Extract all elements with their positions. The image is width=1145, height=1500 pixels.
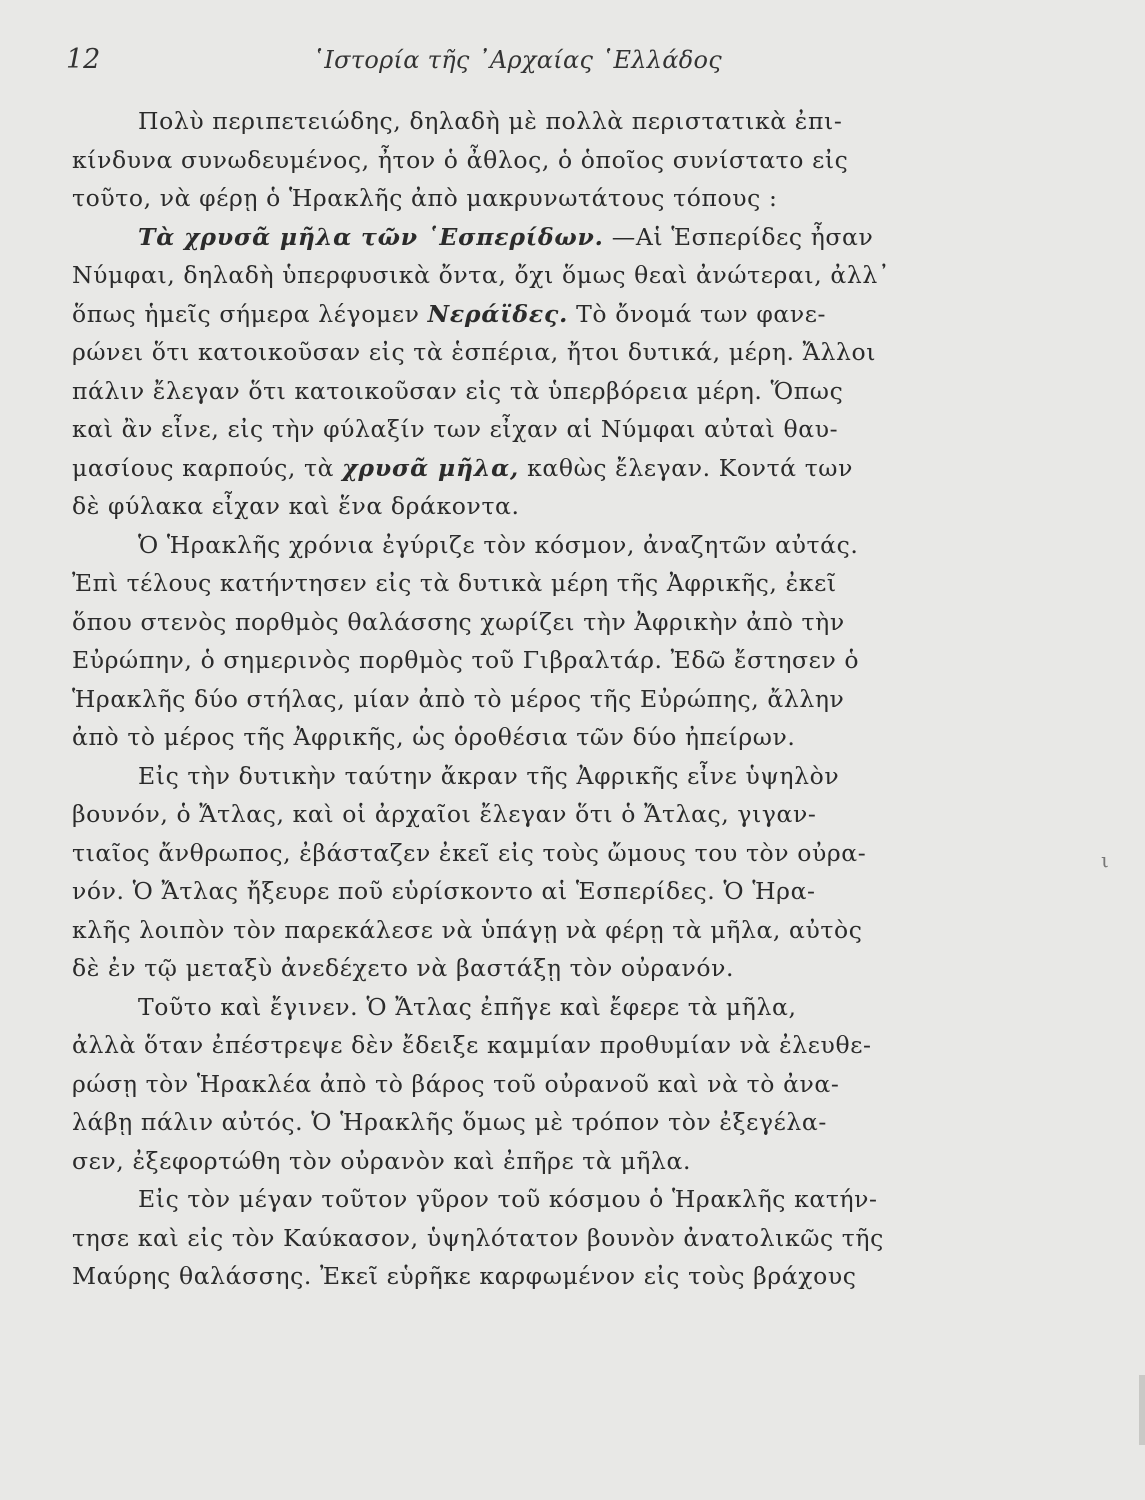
- emphasized-text: Τὰ χρυσᾶ μῆλα τῶν ῾Εσπερίδων.: [138, 222, 604, 251]
- line-text: ρώνει ὅτι κατοικοῦσαν εἰς τὰ ἑσπέρια, ἤτοι δυτικά, μέρη. Ἄλλοι: [72, 338, 877, 366]
- line-text: δὲ φύλακα εἶχαν καὶ ἕνα δράκοντα.: [72, 492, 520, 520]
- text-line: [72, 988, 972, 1027]
- text-line: [72, 102, 972, 141]
- stray-mark: ι: [1101, 848, 1109, 872]
- text-line: [72, 564, 972, 603]
- text-line: [72, 641, 972, 680]
- text-line: [72, 141, 972, 180]
- line-text: Πολὺ περιπετειώδης, δηλαδὴ μὲ πολλὰ περιστατικὰ ἐπι-: [138, 107, 843, 135]
- line-text: Εὐρώπην, ὁ σημερινὸς πορθμὸς τοῦ Γιβραλτάρ. Ἐδῶ ἔστησεν ὁ: [72, 646, 860, 674]
- line-text: καὶ ἂν εἶνε, εἰς τὴν φύλαξίν των εἶχαν αἱ Νύμφαι αὐταὶ θαυ-: [72, 415, 839, 443]
- emphasized-text: χρυσᾶ μῆλα,: [342, 453, 519, 482]
- text-line: [72, 1180, 972, 1219]
- text-line: [72, 333, 972, 372]
- text-line: [72, 179, 972, 218]
- text-line: [72, 872, 972, 911]
- text-line: [72, 256, 972, 295]
- line-text: Εἰς τὴν δυτικὴν ταύτην ἄκραν τῆς Ἀφρικῆς εἶνε ὑψηλὸν: [138, 761, 840, 790]
- text-line: [72, 1142, 972, 1181]
- line-text: τιαῖος ἄνθρωπος, ἐβάσταζεν ἐκεῖ εἰς τοὺς ὤμους του τὸν οὐρα-: [72, 838, 867, 867]
- line-text: Ἡρακλῆς δύο στήλας, μίαν ἀπὸ τὸ μέρος τῆς Εὐρώπης, ἄλλην: [72, 684, 845, 713]
- text-line: [72, 1065, 972, 1104]
- text-line: [72, 410, 972, 449]
- line-text: ὅπως ἡμεῖς σήμερα λέγομεν: [72, 299, 420, 328]
- text-line: [72, 1026, 972, 1065]
- text-line: [72, 834, 972, 873]
- line-text: Νύμφαι, δηλαδὴ ὑπερφυσικὰ ὄντα, ὄχι ὅμως θεαὶ ἀνώτεραι, ἀλλ᾿: [72, 261, 891, 289]
- line-text: ἀλλὰ ὅταν ἐπέστρεψε δὲν ἔδειξε καμμίαν προθυμίαν νὰ ἐλευθε-: [72, 1031, 872, 1059]
- line-text: καθὼς ἔλεγαν. Κοντά των: [527, 453, 853, 482]
- text-line: [72, 526, 972, 565]
- text-line: [72, 1219, 972, 1258]
- line-text: δὲ ἐν τῷ μεταξὺ ἀνεδέχετο νὰ βαστάξῃ τὸν οὐρανόν.: [72, 954, 735, 982]
- line-text: κλῆς λοιπὸν τὸν παρεκάλεσε νὰ ὑπάγῃ νὰ φέρῃ τὰ μῆλα, αὐτὸς: [72, 915, 863, 944]
- text-line: [72, 1103, 972, 1142]
- line-text: ρώσῃ τὸν Ἡρακλέα ἀπὸ τὸ βάρος τοῦ οὐρανοῦ καὶ νὰ τὸ ἀνα-: [72, 1069, 840, 1098]
- text-line: [72, 949, 972, 988]
- line-text: πάλιν ἔλεγαν ὅτι κατοικοῦσαν εἰς τὰ ὑπερβόρεια μέρη. Ὅπως: [72, 376, 844, 405]
- text-line: [72, 295, 972, 334]
- line-text: μασίους καρπούς, τὰ: [72, 453, 335, 482]
- text-line: [72, 795, 972, 834]
- text-line: [72, 718, 972, 757]
- line-text: τοῦτο, νὰ φέρῃ ὁ Ἡρακλῆς ἀπὸ μακρυνωτάτους τόπους :: [72, 184, 778, 212]
- text-line: [72, 372, 972, 411]
- text-line: [72, 911, 972, 950]
- line-text: τησε καὶ εἰς τὸν Καύκασον, ὑψηλότατον βουνὸν ἀνατολικῶς τῆς: [72, 1223, 884, 1252]
- line-text: Ὁ Ἡρακλῆς χρόνια ἐγύριζε τὸν κόσμον, ἀναζητῶν αὐτάς.: [138, 530, 859, 559]
- text-line: [72, 449, 972, 488]
- line-text: βουνόν, ὁ Ἄτλας, καὶ οἱ ἀρχαῖοι ἔλεγαν ὅτι ὁ Ἄτλας, γιγαν-: [72, 800, 817, 828]
- text-line: [72, 1257, 972, 1296]
- line-text: Μαύρης θαλάσσης. Ἐκεῖ εὑρῆκε καρφωμένον εἰς τοὺς βράχους: [72, 1262, 857, 1290]
- line-text: Τοῦτο καὶ ἔγινεν. Ὁ Ἄτλας ἐπῆγε καὶ ἔφερε τὰ μῆλα,: [138, 992, 797, 1021]
- running-title: ῾Ιστορία τῆς ᾿Αρχαίας ῾Ελλάδος: [312, 46, 723, 74]
- body-text: [72, 102, 972, 1296]
- line-text: Τὸ ὄνομά των φανε-: [576, 299, 827, 328]
- text-line: [72, 680, 972, 719]
- line-text: Εἰς τὸν μέγαν τοῦτον γῦρον τοῦ κόσμου ὁ Ἡρακλῆς κατήν-: [138, 1185, 878, 1213]
- text-line: [72, 757, 972, 796]
- page-header: [66, 44, 746, 84]
- line-text: λάβῃ πάλιν αὐτός. Ὁ Ἡρακλῆς ὅμως μὲ τρόπον τὸν ἐξεγέλα-: [72, 1108, 827, 1136]
- line-text: κίνδυνα συνωδευμένος, ἦτον ὁ ἆθλος, ὁ ὁποῖος συνίστατο εἰς: [72, 145, 849, 174]
- line-text: ἀπὸ τὸ μέρος τῆς Ἀφρικῆς, ὡς ὁροθέσια τῶν δύο ἠπείρων.: [72, 723, 796, 751]
- line-text: Ἐπὶ τέλους κατήντησεν εἰς τὰ δυτικὰ μέρη τῆς Ἀφρικῆς, ἐκεῖ: [72, 569, 837, 597]
- page-edge-mark: [1139, 1375, 1145, 1445]
- text-line: [72, 603, 972, 642]
- line-text: νόν. Ὁ Ἄτλας ἤξευρε ποῦ εὑρίσκοντο αἱ Ἑσπερίδες. Ὁ Ἡρα-: [72, 877, 816, 905]
- text-line: [72, 218, 972, 257]
- line-text: σεν, ἐξεφορτώθη τὸν οὐρανὸν καὶ ἐπῆρε τὰ μῆλα.: [72, 1146, 692, 1175]
- page-number: 12: [66, 44, 101, 75]
- line-text: —Αἱ Ἑσπερίδες ἦσαν: [611, 222, 874, 251]
- emphasized-text: Νεράϊδες.: [427, 299, 569, 328]
- text-line: [72, 487, 972, 526]
- line-text: ὅπου στενὸς πορθμὸς θαλάσσης χωρίζει τὴν Ἀφρικὴν ἀπὸ τὴν: [72, 607, 845, 636]
